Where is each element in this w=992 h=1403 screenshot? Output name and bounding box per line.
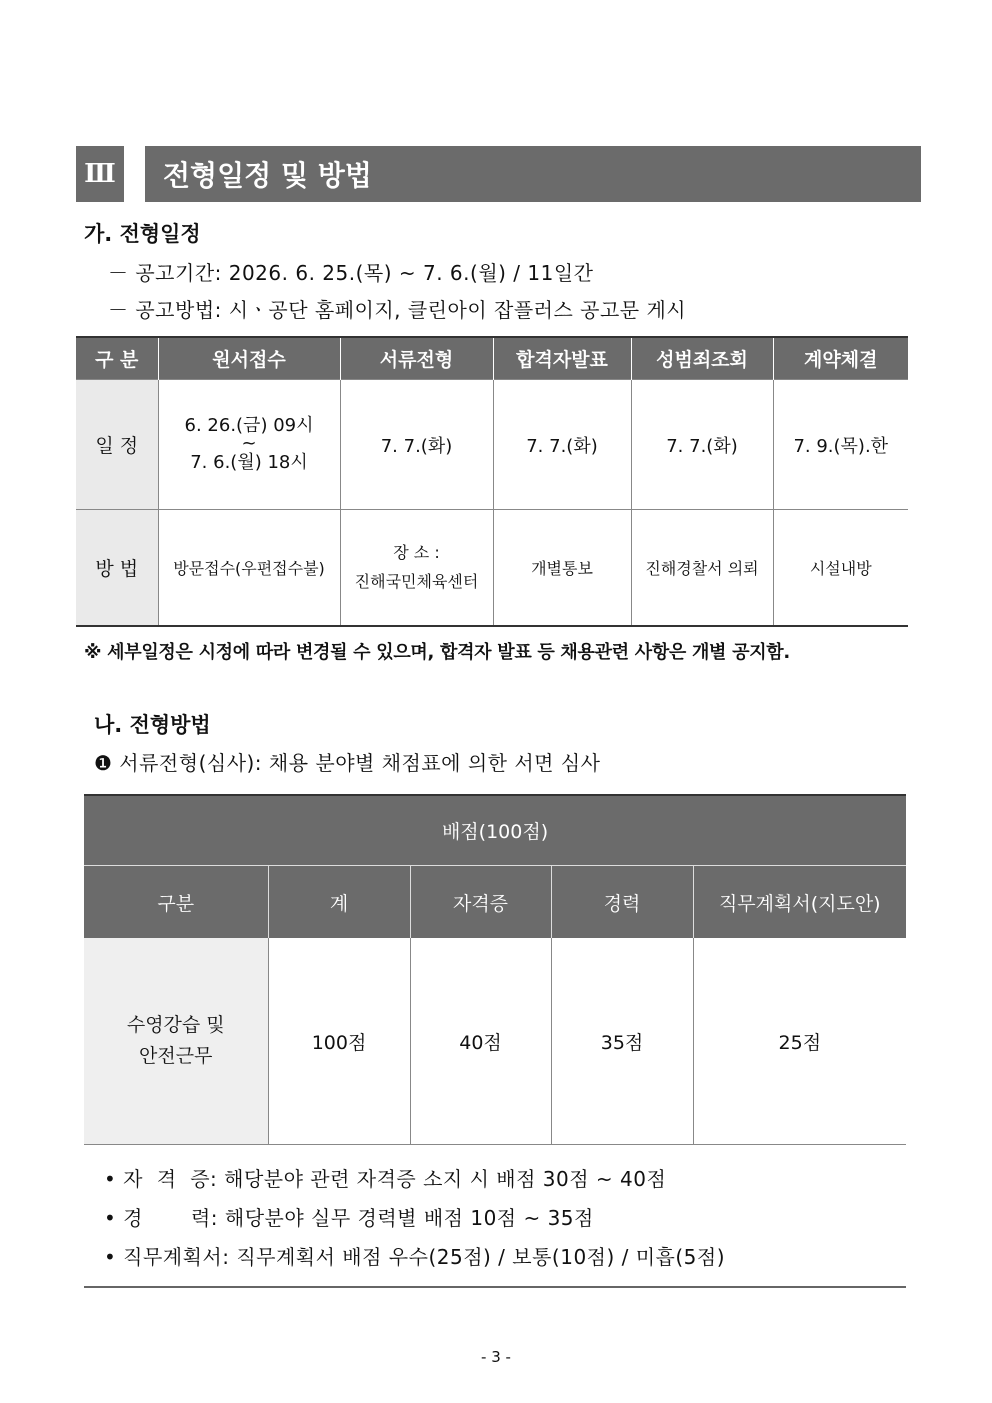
- cell-contract-method: 시설내방: [773, 510, 908, 627]
- schedule-note: ※ 세부일정은 시정에 따라 변경될 수 있으며, 합격자 발표 등 채용관련 사항은 개별 공지함.: [84, 642, 790, 663]
- header-document-screening: 서류전형: [340, 337, 493, 380]
- venue-label: 장 소 :: [393, 542, 440, 562]
- bullet-career: • 경 력: 해당분야 실무 경력별 배점 10점 ~ 35점: [104, 1206, 594, 1230]
- score-total-header: 배점(100점): [84, 795, 906, 866]
- score-row: [84, 938, 906, 1145]
- score-table: [84, 794, 906, 1145]
- page-number: - 3 -: [481, 1348, 511, 1366]
- score-total: 100점: [268, 938, 410, 1145]
- header-result-announcement: 합격자발표: [493, 337, 631, 380]
- header-application: 원서접수: [158, 337, 340, 380]
- part-b-heading: 나. 전형방법: [94, 713, 211, 737]
- document-screening-item: ❶ 서류전형(심사): 채용 분야별 채점표에 의한 서면 심사: [94, 751, 601, 775]
- score-career: 35점: [551, 938, 693, 1145]
- announcement-method: － 공고방법: 시ㆍ공단 홈페이지, 클린아이 잡플러스 공고문 게시: [108, 298, 687, 322]
- score-row-label: [84, 938, 268, 1145]
- score-top-header-row: [84, 795, 906, 866]
- score-job-plan: 25점: [693, 938, 906, 1145]
- score-header-career: 경력: [551, 866, 693, 939]
- cell-crime-schedule: 7. 7.(화): [631, 380, 773, 510]
- schedule-header-row: [76, 337, 908, 380]
- schedule-row: [76, 380, 908, 510]
- venue-name: 진해국민체육센터: [354, 571, 479, 591]
- application-end: 7. 6.(월) 18시: [190, 451, 308, 473]
- cell-document-schedule: 7. 7.(화): [340, 380, 493, 510]
- cell-application-schedule: [158, 380, 340, 510]
- application-start: 6. 26.(금) 09시: [184, 415, 314, 436]
- score-header-total: 계: [268, 866, 410, 939]
- cell-result-method: 개별통보: [493, 510, 631, 627]
- header-category: 구 분: [76, 337, 158, 380]
- method-row: [76, 510, 908, 627]
- cell-contract-schedule: 7. 9.(목).한: [773, 380, 908, 510]
- row-label-schedule: 일 정: [76, 380, 158, 510]
- header-contract: 계약체결: [773, 337, 908, 380]
- bullet-certificate: • 자 격 증: 해당분야 관련 자격증 소지 시 배점 30점 ~ 40점: [104, 1167, 667, 1191]
- section-number: Ⅲ: [76, 146, 124, 202]
- score-header-category: 구분: [84, 866, 268, 939]
- score-header-certificate: 자격증: [410, 866, 551, 939]
- cell-document-method: [340, 510, 493, 627]
- part-a-heading: 가. 전형일정: [84, 222, 201, 246]
- announcement-period: － 공고기간: 2026. 6. 25.(목) ~ 7. 6.(월) / 11일간: [108, 261, 594, 285]
- score-row-label-line2: 안전근무: [139, 1045, 213, 1067]
- header-crime-check: 성범죄조회: [631, 337, 773, 380]
- score-header-job-plan: 직무계획서(지도안): [693, 866, 906, 939]
- score-certificate: 40점: [410, 938, 551, 1145]
- cell-application-method: 방문접수(우편접수불): [158, 510, 340, 627]
- bullet-job-plan: • 직무계획서: 직무계획서 배점 우수(25점) / 보통(10점) / 미흡(5점): [104, 1245, 726, 1269]
- cell-crime-method: 진해경찰서 의뢰: [631, 510, 773, 627]
- section-title: 전형일정 및 방법: [145, 146, 921, 202]
- bottom-rule: [84, 1286, 906, 1288]
- score-row-label-line1: 수영강습 및: [126, 1013, 225, 1036]
- schedule-table: [76, 336, 908, 627]
- row-label-method: 방 법: [76, 510, 158, 627]
- score-header-row: [84, 866, 906, 939]
- application-tilde: ~: [241, 433, 257, 455]
- cell-result-schedule: 7. 7.(화): [493, 380, 631, 510]
